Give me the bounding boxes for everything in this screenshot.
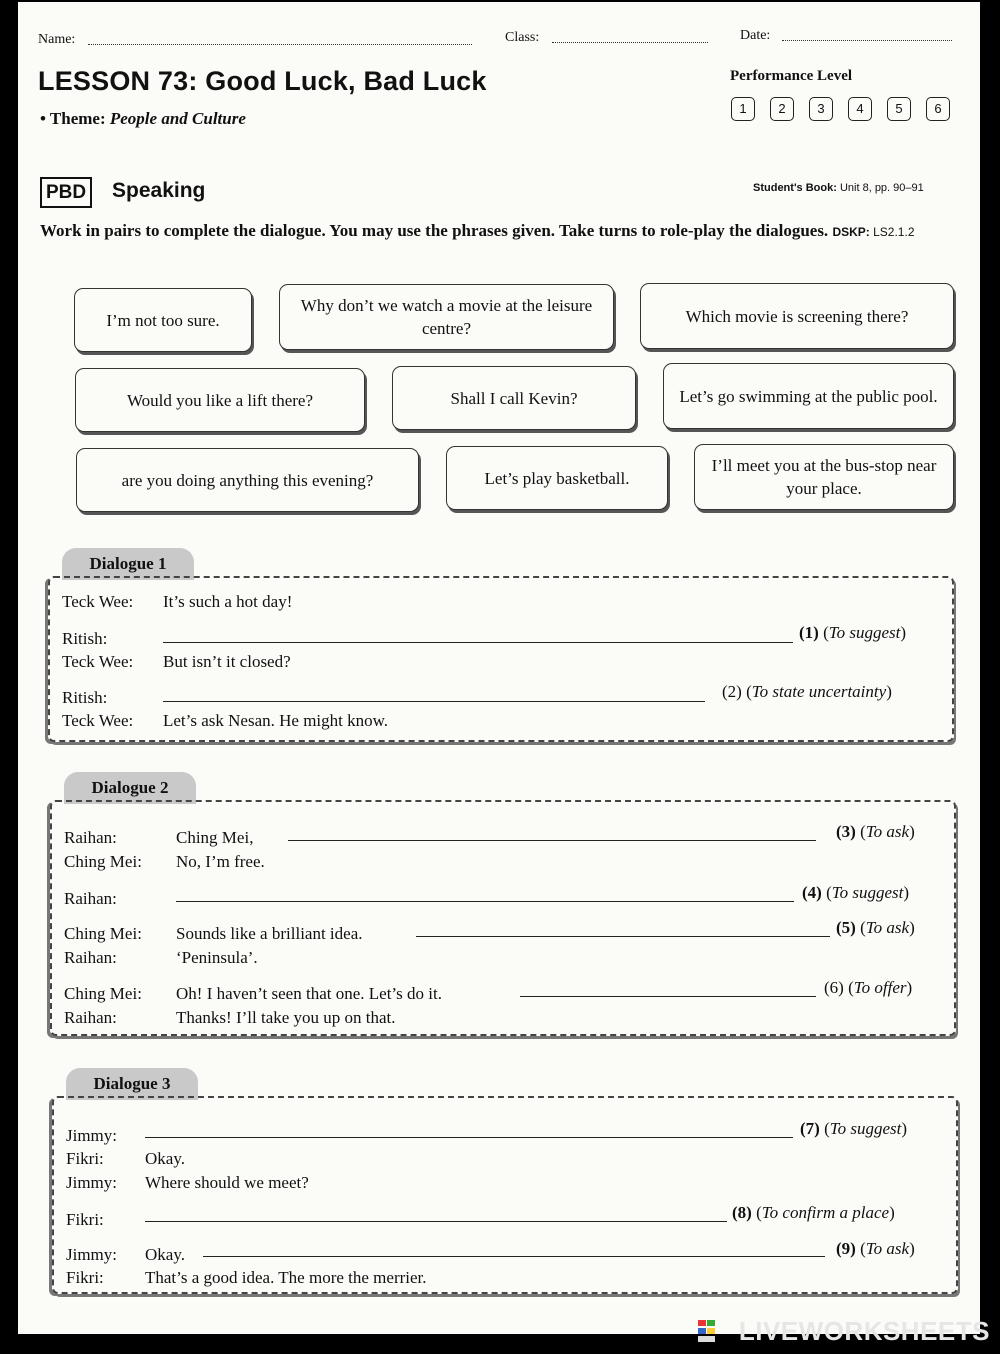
speaker-label: Jimmy: <box>66 1173 118 1192</box>
worksheet-page <box>18 2 980 1334</box>
cue-text: To confirm a place <box>761 1203 890 1222</box>
instructions-text: Work in pairs to complete the dialogue. You may use the phrases given. Take turns to role-play the dialogues. <box>40 221 829 240</box>
speaker-label: Fikri: <box>66 1268 104 1287</box>
dialogue-line: Sounds like a brilliant idea. <box>176 924 363 943</box>
cue-text: To ask <box>865 822 910 841</box>
speaker-label: Raihan: <box>64 948 117 967</box>
level-box-1[interactable]: 1 <box>731 97 755 121</box>
name-field[interactable] <box>88 44 472 45</box>
dialogue-line: Thanks! I’ll take you up on that. <box>176 1008 396 1027</box>
theme-label: Theme: <box>49 109 106 128</box>
cue-number: (5) <box>836 918 856 937</box>
dialogue-line: Oh! I haven’t seen that one. Let’s do it. <box>176 984 442 1003</box>
lesson-theme <box>40 109 246 129</box>
phrase-box: I’ll meet you at the bus-stop near your place. <box>694 444 954 510</box>
answer-blank-5[interactable] <box>416 936 830 937</box>
pbd-badge: PBD <box>40 177 92 208</box>
phrase-box: Would you like a lift there? <box>75 368 365 432</box>
answer-blank-3[interactable] <box>288 840 816 841</box>
answer-blank-7[interactable] <box>145 1137 793 1138</box>
dialogue-line: Okay. <box>145 1245 185 1264</box>
dialogue-3-tab: Dialogue 3 <box>66 1068 198 1100</box>
book-ref-value: Unit 8, pp. 90–91 <box>839 182 924 194</box>
cue-number: (9) <box>836 1239 856 1258</box>
cue-7: (7) (To suggest) <box>800 1119 908 1138</box>
cue-number: (6) <box>824 978 844 997</box>
answer-blank-1[interactable] <box>163 642 793 643</box>
dialogue-line: But isn’t it closed? <box>163 652 291 671</box>
speaker-label: Jimmy: <box>66 1245 118 1264</box>
level-box-4[interactable]: 4 <box>848 97 872 121</box>
name-label: Name: <box>38 32 76 47</box>
speaker-label: Raihan: <box>64 1008 117 1027</box>
cue-number: (4) <box>802 883 822 902</box>
speaker-label: Ching Mei: <box>64 984 142 1003</box>
cue-number: (1) <box>799 623 819 642</box>
level-box-2[interactable]: 2 <box>770 97 794 121</box>
date-field[interactable] <box>782 40 952 41</box>
section-title: Speaking <box>112 179 206 202</box>
speaker-label: Fikri: <box>66 1210 104 1229</box>
dialogue-line: Ching Mei, <box>176 828 254 847</box>
cue-number: (3) <box>836 822 856 841</box>
level-box-3[interactable]: 3 <box>809 97 833 121</box>
cue-number: (8) <box>732 1203 752 1222</box>
dskp-value: LS2.1.2 <box>873 225 915 239</box>
speaker-label: Teck Wee: <box>62 652 134 671</box>
answer-blank-9[interactable] <box>203 1256 825 1257</box>
answer-blank-2[interactable] <box>163 701 705 702</box>
speaker-label: Jimmy: <box>66 1126 118 1145</box>
phrase-box: are you doing anything this evening? <box>76 448 419 512</box>
speaker-label: Ching Mei: <box>64 924 142 943</box>
cue-9: (9) (To ask) <box>836 1239 915 1258</box>
cue-5: (5) (To ask) <box>836 918 915 937</box>
cue-6: (6) (To offer) <box>824 978 913 997</box>
dialogue-line: Where should we meet? <box>145 1173 309 1192</box>
cue-text: To offer <box>853 978 907 997</box>
phrase-box: Let’s play basketball. <box>446 446 668 510</box>
dialogue-1-tab: Dialogue 1 <box>62 548 194 580</box>
phrase-box: I’m not too sure. <box>74 288 252 352</box>
dialogue-line: That’s a good idea. The more the merrier. <box>145 1268 427 1287</box>
performance-level-label: Performance Level <box>730 68 853 84</box>
dialogue-line: ‘Peninsula’. <box>176 948 258 967</box>
class-label: Class: <box>505 30 540 45</box>
speaker-label: Raihan: <box>64 828 117 847</box>
instructions <box>40 218 954 245</box>
speaker-label: Ritish: <box>62 629 108 648</box>
dskp-label: DSKP: <box>832 225 870 239</box>
class-field[interactable] <box>552 42 708 43</box>
cue-8: (8) (To confirm a place) <box>732 1203 895 1222</box>
dialogue-line: Okay. <box>145 1149 185 1168</box>
liveworksheets-logo-icon <box>698 1320 724 1342</box>
bullet-icon: • <box>40 109 46 128</box>
dialogue-line: No, I’m free. <box>176 852 265 871</box>
dialogue-2-tab: Dialogue 2 <box>64 772 196 804</box>
book-ref-label: Student's Book: <box>753 182 837 194</box>
speaker-label: Teck Wee: <box>62 592 134 611</box>
level-box-6[interactable]: 6 <box>926 97 950 121</box>
date-label: Date: <box>740 28 771 43</box>
book-reference <box>753 182 924 194</box>
cue-number: (7) <box>800 1119 820 1138</box>
phrase-box: Let’s go swimming at the public pool. <box>663 363 954 429</box>
theme-value: People and Culture <box>109 109 246 128</box>
cue-text: To ask <box>865 918 910 937</box>
speaker-label: Ritish: <box>62 688 108 707</box>
dialogue-line: Let’s ask Nesan. He might know. <box>163 711 389 730</box>
cue-number: (2) <box>722 682 742 701</box>
cue-text: To suggest <box>829 1119 902 1138</box>
answer-blank-6[interactable] <box>520 996 816 997</box>
cue-text: To suggest <box>828 623 901 642</box>
cue-text: To ask <box>865 1239 910 1258</box>
answer-blank-4[interactable] <box>176 901 794 902</box>
phrase-box: Which movie is screening there? <box>640 283 954 349</box>
speaker-label: Fikri: <box>66 1149 104 1168</box>
phrase-box: Shall I call Kevin? <box>392 366 636 430</box>
cue-3: (3) (To ask) <box>836 822 915 841</box>
speaker-label: Raihan: <box>64 889 117 908</box>
speaker-label: Ching Mei: <box>64 852 142 871</box>
watermark-text: LIVEWORKSHEETS <box>738 1316 990 1346</box>
answer-blank-8[interactable] <box>145 1221 727 1222</box>
cue-text: To suggest <box>831 883 904 902</box>
speaker-label: Teck Wee: <box>62 711 134 730</box>
level-box-5[interactable]: 5 <box>887 97 911 121</box>
dialogue-line: It’s such a hot day! <box>163 592 293 611</box>
cue-text: To state uncertainty <box>751 682 887 701</box>
cue-4: (4) (To suggest) <box>802 883 910 902</box>
cue-2: (2) (To state uncertainty) <box>722 682 892 701</box>
lesson-title: LESSON 73: Good Luck, Bad Luck <box>38 66 487 96</box>
phrase-box: Why don’t we watch a movie at the leisure centre? <box>279 284 614 350</box>
cue-1: (1) (To suggest) <box>799 623 907 642</box>
